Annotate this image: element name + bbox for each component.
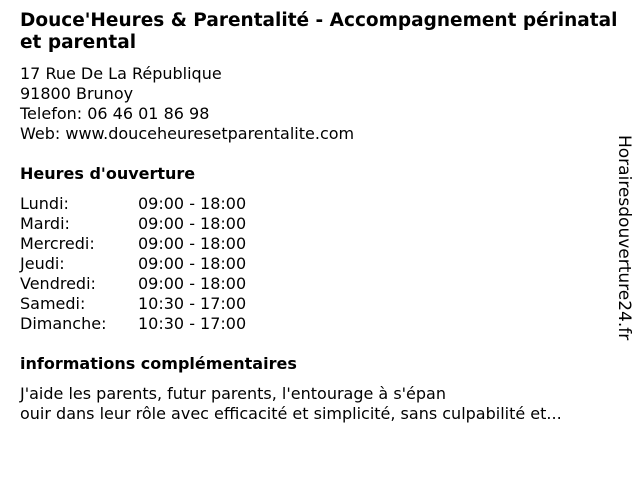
day-hours: 10:30 - 17:00 [138, 314, 247, 333]
day-label: Samedi: [20, 294, 86, 313]
hours-row-friday [20, 274, 246, 294]
day-hours: 10:30 - 17:00 [138, 294, 247, 313]
street-address: 17 Rue De La République [20, 64, 222, 83]
info-line-1: J'aide les parents, futur parents, l'entourage à s'épan [20, 384, 446, 403]
hours-row-tuesday [20, 214, 246, 234]
phone-number: Telefon: 06 46 01 86 98 [20, 104, 210, 123]
day-label: Mardi: [20, 214, 70, 233]
day-label: Jeudi: [20, 254, 65, 273]
day-hours: 09:00 - 18:00 [138, 214, 247, 233]
business-title: Douce'Heures & Parentalité - Accompagnement périnatal et parental [20, 10, 618, 53]
hours-row-saturday [20, 294, 246, 314]
day-label: Lundi: [20, 194, 69, 213]
site-watermark: Horairesdouverture24.fr [614, 135, 634, 341]
day-hours: 09:00 - 18:00 [138, 274, 247, 293]
day-hours: 09:00 - 18:00 [138, 254, 247, 273]
hours-row-sunday [20, 314, 246, 334]
additional-info-text [20, 384, 620, 424]
additional-info-heading: informations complémentaires [20, 354, 297, 373]
hours-row-thursday [20, 254, 246, 274]
day-hours: 09:00 - 18:00 [138, 194, 247, 213]
day-label: Mercredi: [20, 234, 95, 253]
opening-hours-table [20, 194, 246, 334]
day-label: Vendredi: [20, 274, 96, 293]
opening-hours-heading: Heures d'ouverture [20, 164, 196, 183]
info-line-2: ouir dans leur rôle avec efficacité et simplicité, sans culpabilité et... [20, 404, 562, 423]
website: Web: www.douceheuresetparentalite.com [20, 124, 355, 143]
day-hours: 09:00 - 18:00 [138, 234, 247, 253]
hours-row-monday [20, 194, 246, 214]
city-postcode: 91800 Brunoy [20, 84, 134, 103]
day-label: Dimanche: [20, 314, 107, 333]
address-block [20, 64, 354, 144]
hours-row-wednesday [20, 234, 246, 254]
